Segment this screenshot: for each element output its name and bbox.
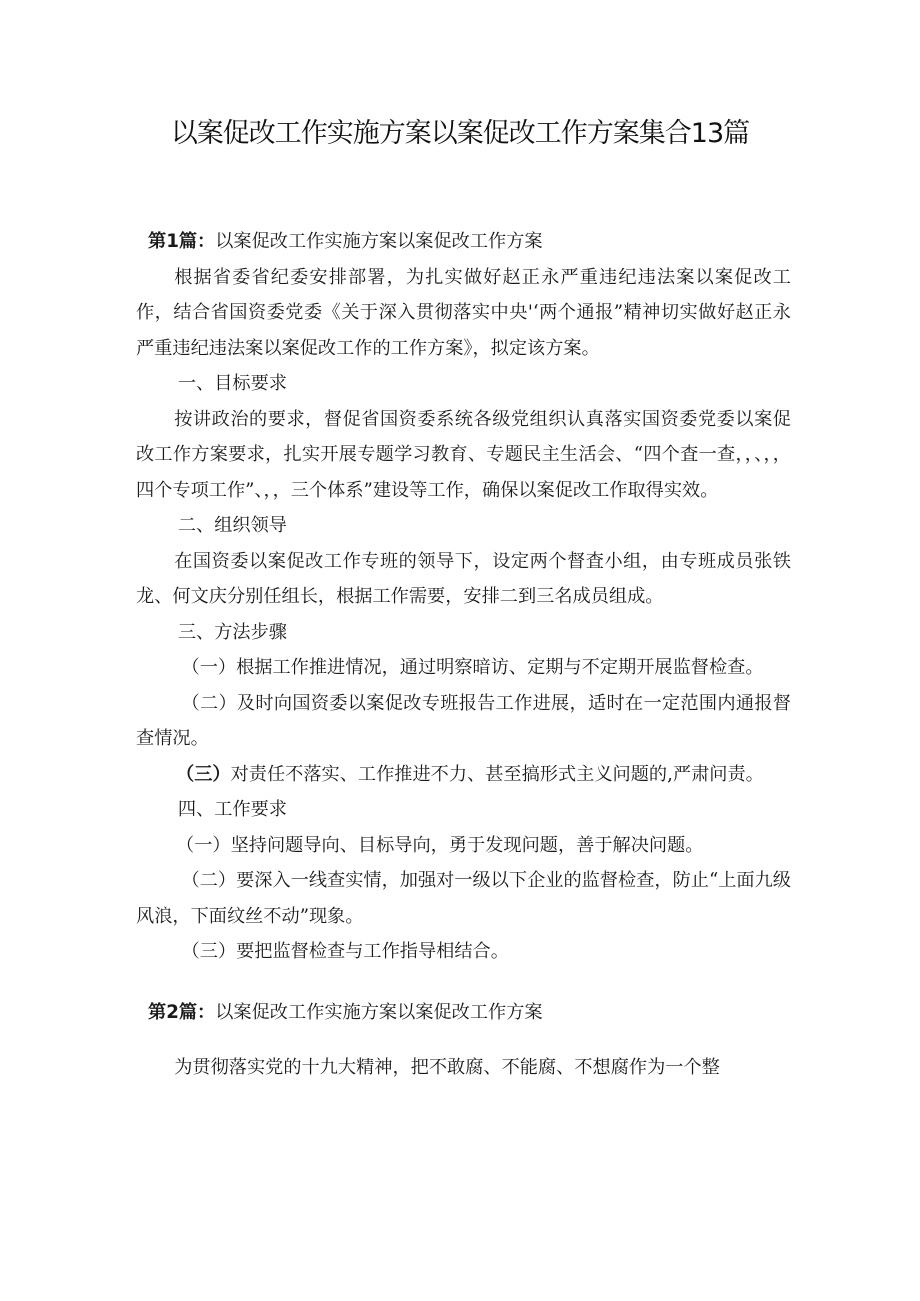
part1-intro: 根据省委省纪委安排部署，为扎实做好赵正永严重违纪违法案以案促改工作，结合省国资委党委《关于深入贯彻落实中央'‘两个通报”精神切实做好赵正永严重违纪违法案以案促改工作的工作方案》，拟定该方案。 <box>136 266 791 359</box>
section-4-item-2: （二）要深入一线查实情，加强对一级以下企业的监督检查，防止“上面九级风浪，下面纹丝不动”现象。 <box>136 870 791 927</box>
section-4-label: 四、工作要求 <box>177 799 287 820</box>
part2-heading-number: 第2篇： <box>148 1001 216 1023</box>
part2-heading <box>136 995 791 1031</box>
part2-spacer <box>136 1030 791 1050</box>
part2-heading-text: 以案促改工作实施方案以案促改工作方案 <box>215 1001 543 1023</box>
part1-heading <box>136 224 791 260</box>
section-3-item-3-text: 对责任不落实、工作推进不力、甚至搞形式主义问题的,严肃问责。 <box>230 763 764 785</box>
part1-heading-number: 第1篇： <box>148 231 216 252</box>
section-1-text: 按讲政治的要求，督促省国资委系统各级党组织认真落实国资委党委以案促改工作方案要求，扎实开展专题学习教育、专题民主生活会、“四个査一查，，、，，四个专项工作”、，，三个体系”建设等工作，确保以案促改工作取得实效。 <box>136 408 791 501</box>
document-title: 以案促改工作实施方案以案促改工作方案集合13篇 <box>170 118 750 149</box>
section-1-label: 一、目标要求 <box>177 373 287 394</box>
section-3-label: 三、方法步骤 <box>177 621 287 643</box>
section-3-item-3 <box>136 757 791 793</box>
section-3-item-1: （一）根据工作推进情况，通过明察暗访、定期与不定期开展监督检查。 <box>181 657 764 678</box>
section-4-item-1: （一）坚持问题导向、目标导向，勇于发现问题，善于解决问题。 <box>176 834 704 856</box>
section-4-item-3: （三）要把监督检查与工作指导相结合。 <box>181 941 509 962</box>
part-separator <box>136 970 791 995</box>
section-3-item-2: （二）及时向国资委以案促改专班报告工作进展，适时在一定范围内通报督查情况。 <box>136 692 791 749</box>
section-2-label: 二、组织领导 <box>177 515 287 536</box>
section-3-item-3-mark: （三） <box>176 763 231 785</box>
section-2-text: 在国资委以案促改工作专班的领导下，设定两个督査小组，由专班成员张铁龙、何文庆分别任组长，根据工作需要，安排二到三名成员组成。 <box>136 550 791 607</box>
part1-heading-text: 以案促改工作实施方案以案促改工作方案 <box>215 231 543 252</box>
document-body <box>136 224 791 1086</box>
part2-intro: 为贯彻落实党的十九大精神，把不敢腐、不能腐、不想腐作为一个整 <box>174 1057 720 1078</box>
